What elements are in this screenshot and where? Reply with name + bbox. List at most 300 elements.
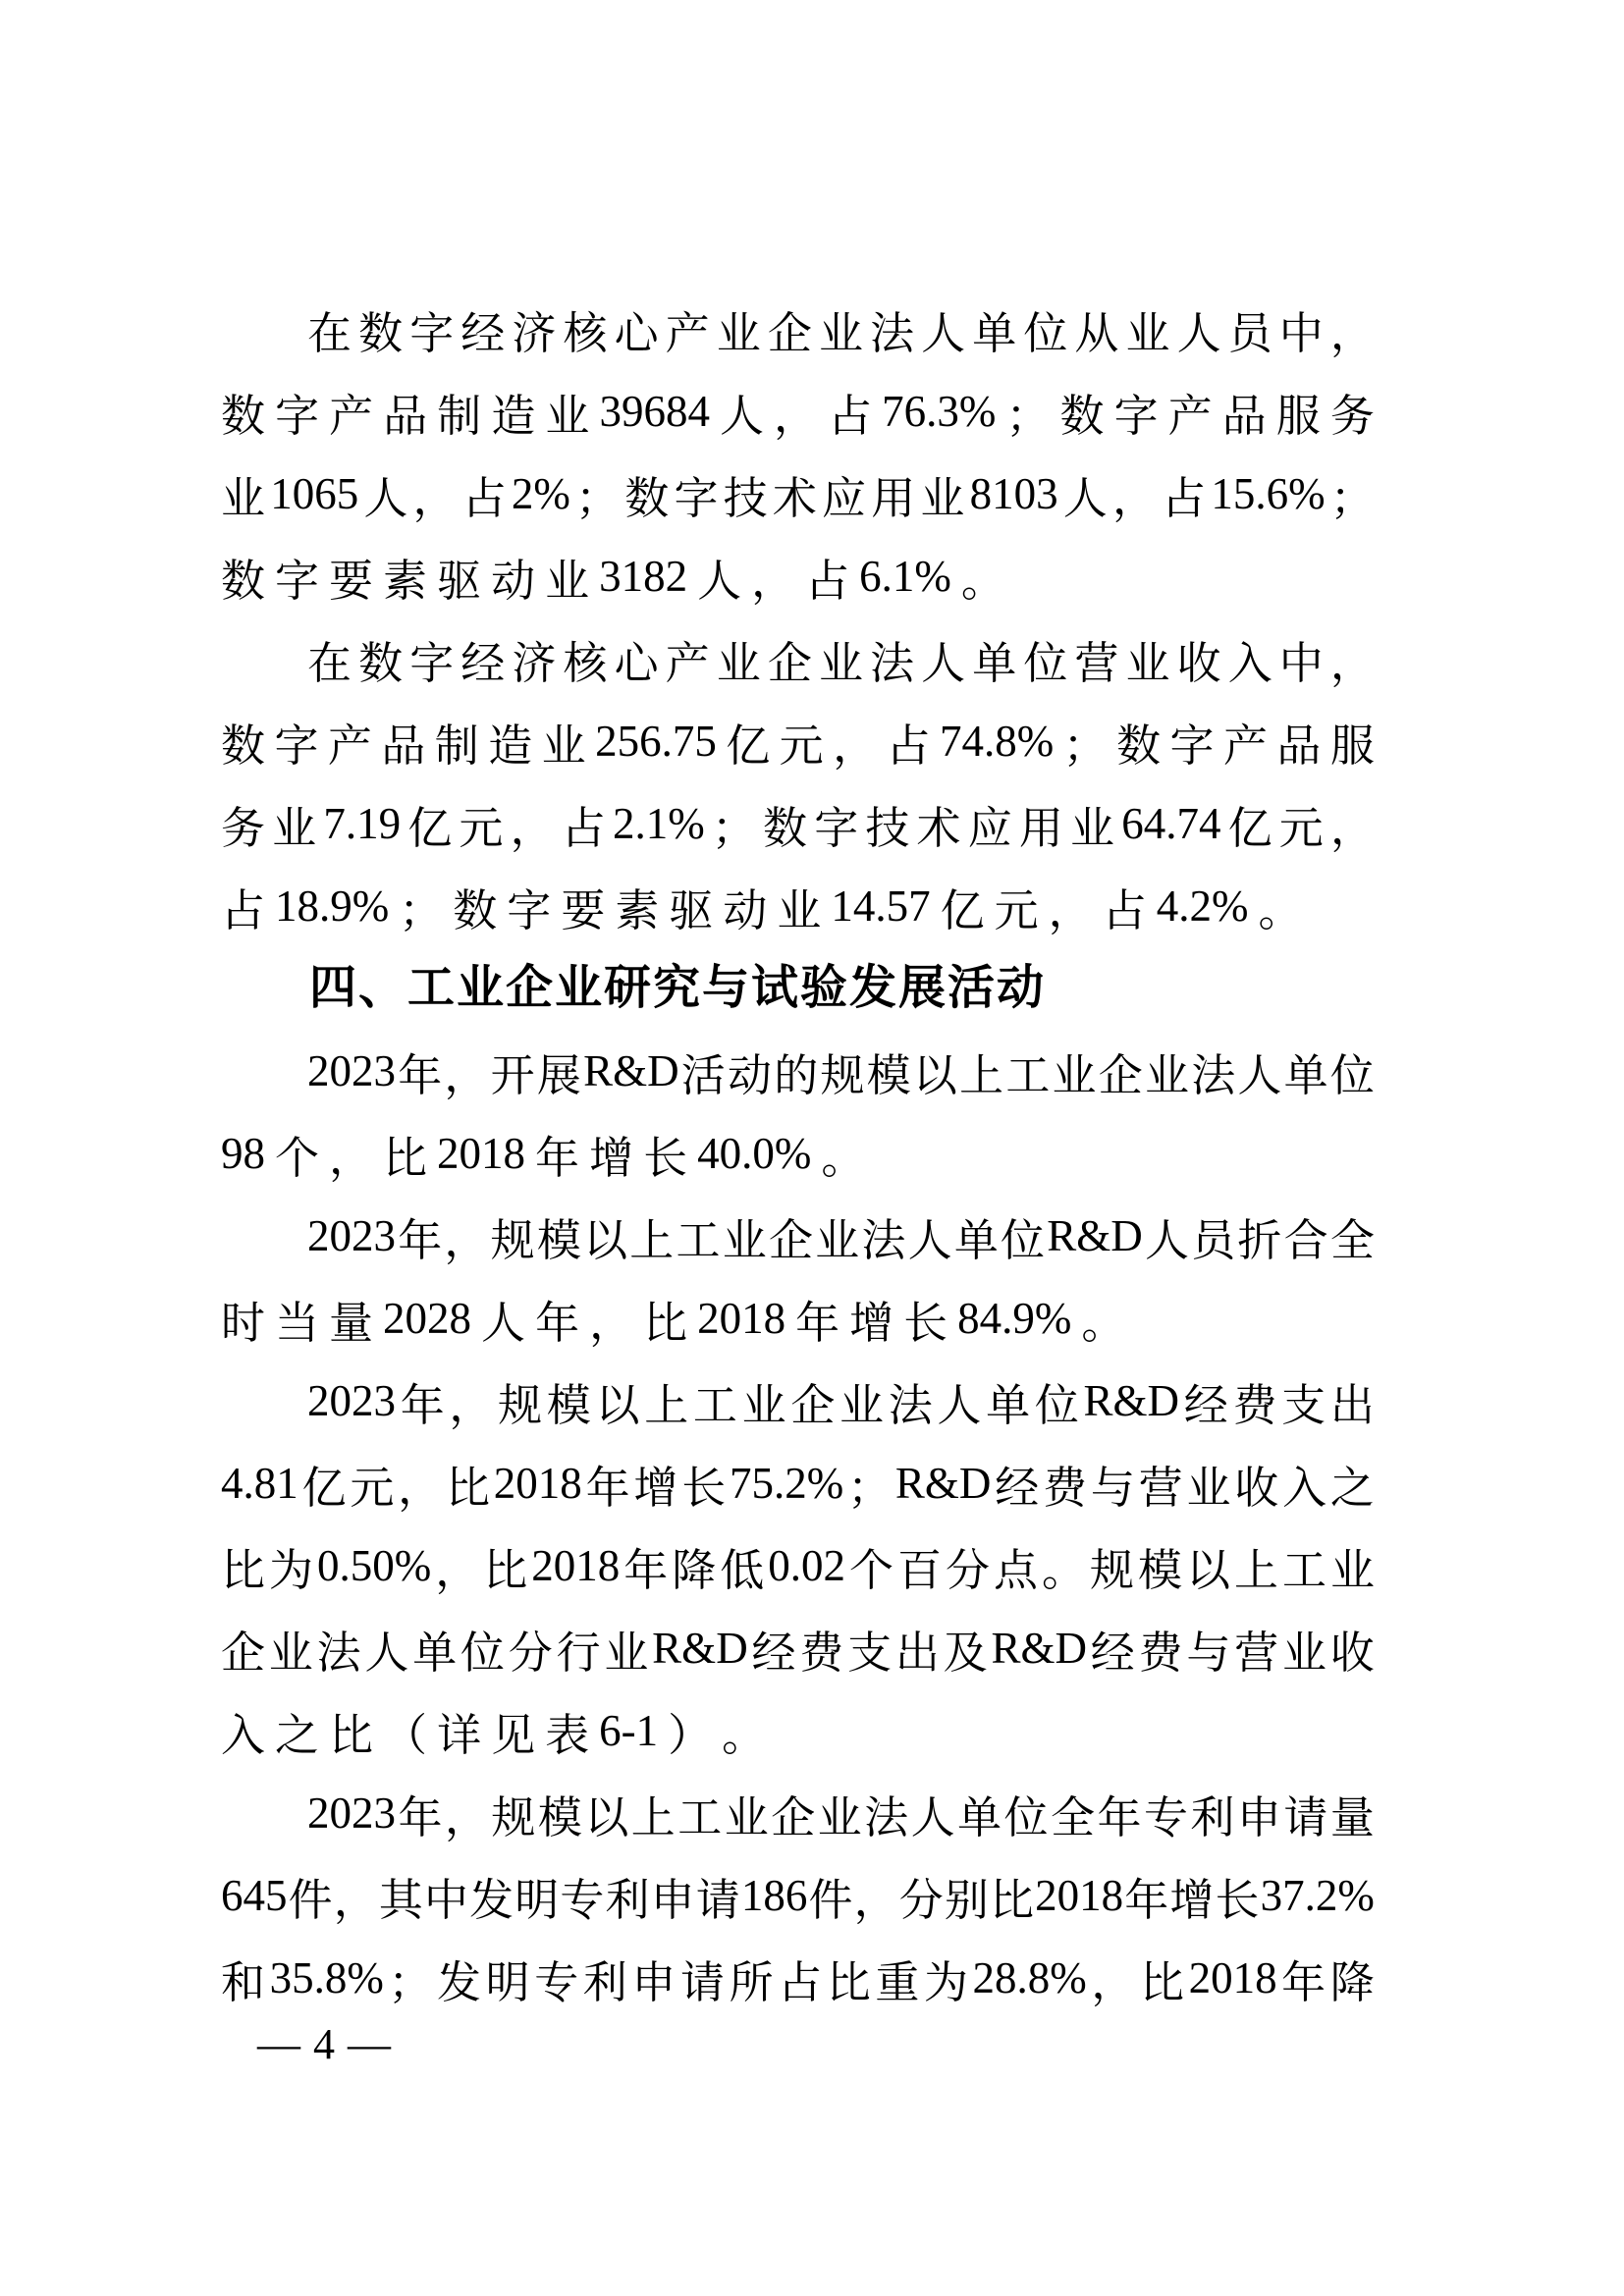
text-token: 年 xyxy=(398,1792,443,1842)
text-token: 业 xyxy=(1052,1050,1097,1100)
text-token: 业 xyxy=(722,1215,767,1265)
text-line xyxy=(221,370,1375,453)
text-token: 中 xyxy=(1278,308,1324,358)
text-token: 规 xyxy=(491,1792,536,1842)
text-token: 数 xyxy=(221,556,266,606)
text-token: 比 xyxy=(483,1545,528,1595)
text-token: 35.8% xyxy=(269,1953,384,2002)
text-token: 。 xyxy=(1258,885,1303,935)
text-token: 数 xyxy=(358,308,404,358)
text-token: 经 xyxy=(460,308,506,358)
text-token: 降 xyxy=(672,1545,717,1595)
text-line xyxy=(221,1689,1375,1772)
text-token: 年 xyxy=(398,1050,443,1100)
text-token: ， xyxy=(833,721,878,771)
text-token: 长 xyxy=(903,1298,948,1348)
text-token: 员 xyxy=(1227,308,1272,358)
text-token: 亿 xyxy=(301,1463,347,1513)
text-token: 营 xyxy=(1234,1628,1279,1678)
text-token: 数 xyxy=(453,885,498,935)
text-token: 合 xyxy=(1283,1215,1328,1265)
text-token: ， xyxy=(449,1380,494,1430)
text-token: 明 xyxy=(514,1875,560,1925)
text-token: 心 xyxy=(614,308,659,358)
text-token: 645 xyxy=(221,1871,288,1920)
text-token: 数 xyxy=(624,473,670,523)
text-token: 业 xyxy=(545,391,590,441)
text-token: 64.74 xyxy=(1121,799,1221,848)
text-token: 工 xyxy=(677,1792,723,1842)
text-token: ， xyxy=(444,1215,489,1265)
text-token: 专 xyxy=(1143,1792,1188,1842)
text-token: 人 xyxy=(921,638,966,688)
text-token: 单 xyxy=(1283,1050,1328,1100)
text-token: ， xyxy=(412,473,458,523)
text-token: 术 xyxy=(772,473,817,523)
text-token: 比 xyxy=(221,1545,266,1595)
text-token: 展 xyxy=(536,1050,581,1100)
text-token: 收 xyxy=(1329,1628,1375,1678)
text-token: 为 xyxy=(923,1957,968,2007)
text-token: 位 xyxy=(1003,1792,1049,1842)
text-token: 造 xyxy=(488,721,533,771)
text-token: R&D xyxy=(991,1624,1087,1673)
text-token: 经 xyxy=(751,1628,796,1678)
paragraph xyxy=(221,617,1375,947)
text-token: 工 xyxy=(1005,1050,1051,1100)
text-token: 品 xyxy=(1221,391,1267,441)
text-token: 字 xyxy=(275,556,320,606)
text-token: ） xyxy=(668,1710,713,1760)
text-token: 制 xyxy=(437,391,482,441)
text-token: 比 xyxy=(989,1875,1034,1925)
text-token: 请 xyxy=(695,1875,740,1925)
text-token: 字 xyxy=(674,473,719,523)
text-token: 企 xyxy=(221,1628,266,1678)
section-heading: 四、工业企业研究与试验发展活动 xyxy=(309,962,1047,1014)
text-line xyxy=(221,782,1375,865)
text-token: 年 xyxy=(398,1215,443,1265)
text-token: 28.8% xyxy=(972,1953,1087,2002)
text-token: 以 xyxy=(595,1380,640,1430)
text-token: 分 xyxy=(898,1875,944,1925)
text-token: 全 xyxy=(1051,1792,1096,1842)
text-token: 法 xyxy=(870,638,915,688)
text-token: 人 xyxy=(910,1792,955,1842)
text-token: 模 xyxy=(1137,1545,1182,1595)
text-token: 时 xyxy=(221,1298,266,1348)
text-token: ， xyxy=(589,1298,634,1348)
text-token: 2018 xyxy=(531,1541,621,1590)
text-token: 技 xyxy=(723,473,768,523)
text-token: 素 xyxy=(383,556,428,606)
text-token: 用 xyxy=(871,473,916,523)
text-line xyxy=(221,617,1375,700)
text-token: 经 xyxy=(1183,1380,1228,1430)
text-token: 数 xyxy=(763,803,808,853)
text-token: 业 xyxy=(1329,1545,1375,1595)
text-token: 分 xyxy=(508,1628,553,1678)
text-token: 术 xyxy=(916,803,961,853)
text-token: 企 xyxy=(771,1792,816,1842)
text-token: 业 xyxy=(272,803,317,853)
text-token: 表 xyxy=(545,1710,590,1760)
text-token: 6.1% xyxy=(859,552,951,601)
text-token: 费 xyxy=(1232,1380,1277,1430)
paragraph xyxy=(221,1030,1375,1195)
text-line xyxy=(221,1524,1375,1607)
text-token: 人 xyxy=(1062,473,1108,523)
text-token: 2018 xyxy=(1188,1953,1277,2002)
text-token: 利 xyxy=(582,1957,627,2007)
text-token: ， xyxy=(329,1133,374,1183)
text-token: 企 xyxy=(767,308,812,358)
text-token: 上 xyxy=(1233,1545,1278,1595)
text-token: 量 xyxy=(329,1298,374,1348)
text-token: 产 xyxy=(1167,391,1213,441)
text-token: 工 xyxy=(676,1215,721,1265)
text-token: 百 xyxy=(896,1545,942,1595)
text-token: 与 xyxy=(1090,1463,1135,1513)
text-token: 模 xyxy=(536,1215,581,1265)
text-token: 用 xyxy=(1018,803,1063,853)
text-token: 74.8% xyxy=(939,717,1055,766)
text-token: 务 xyxy=(221,803,266,853)
text-token: 2018 xyxy=(437,1129,526,1178)
text-token: 亿 xyxy=(726,721,771,771)
text-token: 申 xyxy=(1236,1792,1281,1842)
text-token: 位 xyxy=(1034,1380,1079,1430)
text-token: 6-1 xyxy=(599,1706,659,1755)
text-token: 人 xyxy=(1176,308,1221,358)
text-token: 比 xyxy=(826,1957,871,2007)
text-token: 低 xyxy=(720,1545,765,1595)
text-token: 经 xyxy=(995,1463,1040,1513)
text-line xyxy=(221,1277,1375,1360)
text-token: 专 xyxy=(534,1957,579,2007)
text-token: 4.81 xyxy=(221,1459,298,1508)
text-token: 单 xyxy=(972,308,1017,358)
text-token: 经 xyxy=(1090,1628,1135,1678)
text-token: 利 xyxy=(605,1875,650,1925)
text-token: ， xyxy=(1091,1957,1136,2007)
text-token: 位 xyxy=(1001,1215,1046,1265)
text-token: ， xyxy=(510,803,555,853)
text-token: 位 xyxy=(1023,308,1068,358)
page-number: — 4 — xyxy=(257,2020,392,2068)
text-token: 98 xyxy=(221,1129,265,1178)
text-token: 济 xyxy=(512,308,557,358)
text-token: 规 xyxy=(490,1215,535,1265)
text-token: 济 xyxy=(512,638,557,688)
text-token: 法 xyxy=(1191,1050,1236,1100)
text-token: 比 xyxy=(1139,1957,1184,2007)
text-token: ； xyxy=(388,1957,433,2007)
text-token: 产 xyxy=(665,638,710,688)
text-line xyxy=(221,1112,1375,1195)
text-token: ； xyxy=(711,803,756,853)
text-token: 数 xyxy=(221,721,266,771)
text-token: 2018 xyxy=(697,1294,786,1343)
text-token: ； xyxy=(1005,391,1051,441)
text-token: 人 xyxy=(481,1298,526,1348)
text-token: 业 xyxy=(818,308,863,358)
text-token: 业 xyxy=(741,1380,786,1430)
text-token: 核 xyxy=(563,638,608,688)
text-token: 占 xyxy=(561,803,606,853)
text-token: 入 xyxy=(1282,1463,1327,1513)
text-token: 比 xyxy=(445,1463,490,1513)
text-token: 中 xyxy=(423,1875,468,1925)
text-token: 业 xyxy=(1070,803,1115,853)
text-token: 年 xyxy=(400,1380,445,1430)
text-token: 占 xyxy=(221,885,266,935)
text-token: 费 xyxy=(799,1628,844,1678)
text-line xyxy=(221,1442,1375,1524)
text-token: 营 xyxy=(1074,638,1119,688)
text-token: 亿 xyxy=(940,885,985,935)
text-token: 单 xyxy=(412,1628,458,1678)
text-line xyxy=(221,1360,1375,1442)
text-token: 7.19 xyxy=(323,799,402,848)
paragraph xyxy=(221,1195,1375,1360)
text-token: 心 xyxy=(614,638,659,688)
text-token: 上 xyxy=(629,1215,675,1265)
text-token: ； xyxy=(399,885,444,935)
text-token: 上 xyxy=(630,1792,676,1842)
text-token: 76.3% xyxy=(882,387,997,436)
text-token: 入 xyxy=(1227,638,1272,688)
text-token: 造 xyxy=(491,391,536,441)
text-token: 员 xyxy=(1191,1215,1236,1265)
text-token: 年 xyxy=(1124,1875,1169,1925)
text-token: 降 xyxy=(1329,1957,1375,2007)
text-token: 模 xyxy=(866,1050,911,1100)
text-token: ； xyxy=(1062,721,1108,771)
text-token: 占 xyxy=(1102,885,1147,935)
text-token: 。 xyxy=(1041,1545,1086,1595)
text-token: 占 xyxy=(805,556,850,606)
text-token: 以 xyxy=(912,1050,957,1100)
text-token: ， xyxy=(1048,885,1093,935)
text-token: 元 xyxy=(779,721,824,771)
text-token: 业 xyxy=(545,556,590,606)
text-token: 重 xyxy=(875,1957,920,2007)
text-token: 2023 xyxy=(307,1789,396,1838)
text-token: 申 xyxy=(650,1875,695,1925)
text-token: R&D xyxy=(652,1624,748,1673)
text-token: 数 xyxy=(1059,391,1105,441)
text-token: 比 xyxy=(643,1298,688,1348)
text-token: 人 xyxy=(937,1380,982,1430)
text-token: 服 xyxy=(1329,721,1375,771)
text-token: 模 xyxy=(546,1380,591,1430)
text-token: 数 xyxy=(1116,721,1162,771)
text-token: 规 xyxy=(820,1050,865,1100)
text-token: 元 xyxy=(459,803,504,853)
text-token: 模 xyxy=(537,1792,582,1842)
text-token: 单 xyxy=(957,1792,1002,1842)
text-line xyxy=(221,288,1375,370)
text-token: 与 xyxy=(1186,1628,1231,1678)
text-token: 经 xyxy=(460,638,506,688)
text-token: 亿 xyxy=(1227,803,1272,853)
text-token: 以 xyxy=(1185,1545,1230,1595)
text-token: 单 xyxy=(953,1215,999,1265)
text-token: 3182 xyxy=(599,552,688,601)
text-token: 2023 xyxy=(307,1376,396,1425)
text-token: ， xyxy=(398,1463,443,1513)
text-token: 全 xyxy=(1329,1215,1375,1265)
text-token: 的 xyxy=(774,1050,819,1100)
text-token: 年 xyxy=(585,1463,630,1513)
text-token: 驱 xyxy=(669,885,714,935)
text-line xyxy=(221,1195,1375,1277)
text-token: 人 xyxy=(1144,1215,1189,1265)
document-body xyxy=(221,288,1375,2019)
text-line xyxy=(221,535,1375,617)
text-token: 4.2% xyxy=(1156,881,1249,931)
text-token: ， xyxy=(1329,638,1375,688)
text-token: 。 xyxy=(960,556,1005,606)
text-token: 法 xyxy=(864,1792,909,1842)
text-token: 亿 xyxy=(407,803,453,853)
text-token: 收 xyxy=(1234,1463,1279,1513)
text-token: 元 xyxy=(994,885,1039,935)
text-token: 业 xyxy=(1144,1050,1189,1100)
text-token: 上 xyxy=(959,1050,1004,1100)
text-token: 要 xyxy=(329,556,374,606)
text-token: 品 xyxy=(1276,721,1322,771)
text-token: 75.2% xyxy=(730,1459,844,1508)
text-token: 支 xyxy=(1281,1380,1326,1430)
page-footer xyxy=(257,2015,392,2074)
text-token: 业 xyxy=(1281,1628,1326,1678)
text-token: 之 xyxy=(1329,1463,1375,1513)
text-token: 在 xyxy=(307,308,352,358)
text-token: 详 xyxy=(437,1710,482,1760)
text-token: 企 xyxy=(768,1215,813,1265)
text-token: 件 xyxy=(808,1875,853,1925)
text-token: 应 xyxy=(822,473,867,523)
text-token: 2% xyxy=(511,469,570,518)
text-token: 发 xyxy=(437,1957,482,2007)
text-token: 见 xyxy=(491,1710,536,1760)
text-token: 法 xyxy=(861,1215,906,1265)
text-line xyxy=(221,865,1375,947)
paragraph xyxy=(221,1360,1375,1772)
text-line xyxy=(221,1937,1375,2019)
text-token: 动 xyxy=(491,556,536,606)
text-token: 营 xyxy=(1138,1463,1183,1513)
text-token: 人 xyxy=(907,1215,952,1265)
text-token: 0.02 xyxy=(768,1541,845,1590)
text-token: ； xyxy=(1329,473,1375,523)
text-token: 人 xyxy=(364,1628,409,1678)
text-token: 业 xyxy=(604,1628,649,1678)
text-token: 法 xyxy=(888,1380,933,1430)
text-token: 40.0% xyxy=(697,1129,812,1178)
text-token: 。 xyxy=(1081,1298,1126,1348)
text-token: 位 xyxy=(460,1628,505,1678)
text-token: 申 xyxy=(631,1957,677,2007)
text-token: 字 xyxy=(1169,721,1215,771)
text-line xyxy=(221,453,1375,535)
text-token: 行 xyxy=(556,1628,601,1678)
text-token: 256.75 xyxy=(595,717,717,766)
text-token: R&D xyxy=(1047,1211,1143,1260)
text-token: 位 xyxy=(1329,1050,1375,1100)
text-token: 支 xyxy=(847,1628,893,1678)
text-token: 占 xyxy=(828,391,873,441)
text-token: 出 xyxy=(894,1628,940,1678)
text-token: 。 xyxy=(821,1133,866,1183)
text-token: 长 xyxy=(681,1463,727,1513)
text-token: 企 xyxy=(1098,1050,1143,1100)
text-token: 以 xyxy=(583,1215,628,1265)
text-token: 2028 xyxy=(383,1294,472,1343)
text-token: 产 xyxy=(327,721,372,771)
text-token: 明 xyxy=(485,1957,530,2007)
text-token: 年 xyxy=(623,1545,669,1595)
text-token: 工 xyxy=(1281,1545,1326,1595)
text-token: 工 xyxy=(692,1380,737,1430)
text-token: 出 xyxy=(1329,1380,1375,1430)
text-token: 企 xyxy=(790,1380,836,1430)
text-token: 2023 xyxy=(307,1211,396,1260)
text-token: 技 xyxy=(865,803,910,853)
text-token: 产 xyxy=(1222,721,1268,771)
text-token: 元 xyxy=(1278,803,1324,853)
text-token: 业 xyxy=(716,308,761,358)
text-token: 法 xyxy=(870,308,915,358)
text-line xyxy=(221,1772,1375,1854)
text-token: 开 xyxy=(490,1050,535,1100)
text-token: 8103 xyxy=(969,469,1058,518)
text-token: 15.6% xyxy=(1211,469,1326,518)
text-token: 个 xyxy=(275,1133,320,1183)
text-token: 186 xyxy=(740,1871,808,1920)
text-token: 企 xyxy=(767,638,812,688)
text-token: ， xyxy=(1329,803,1375,853)
text-token: ， xyxy=(435,1545,480,1595)
text-token: 字 xyxy=(814,803,859,853)
text-token: 业 xyxy=(839,1380,885,1430)
paragraph xyxy=(221,1772,1375,2019)
text-token: R&D xyxy=(894,1459,992,1508)
text-token: 业 xyxy=(541,721,586,771)
text-token: R&D xyxy=(1083,1376,1180,1425)
text-token: 业 xyxy=(1125,308,1170,358)
text-token: 字 xyxy=(409,308,455,358)
text-token: 请 xyxy=(679,1957,725,2007)
text-token: ， xyxy=(1329,308,1375,358)
text-token: 活 xyxy=(680,1050,726,1100)
text-token: 利 xyxy=(1190,1792,1235,1842)
text-token: 字 xyxy=(275,391,320,441)
text-token: ； xyxy=(575,473,621,523)
text-token: 位 xyxy=(1023,638,1068,688)
text-token: 所 xyxy=(729,1957,774,2007)
text-token: 增 xyxy=(849,1298,894,1348)
text-token: 收 xyxy=(1176,638,1221,688)
text-token: 人 xyxy=(719,391,764,441)
text-token: 请 xyxy=(1283,1792,1328,1842)
text-token: 人 xyxy=(697,556,742,606)
text-token: 37.2% xyxy=(1260,1871,1375,1920)
text-token: 动 xyxy=(728,1050,773,1100)
text-token: 业 xyxy=(777,885,822,935)
